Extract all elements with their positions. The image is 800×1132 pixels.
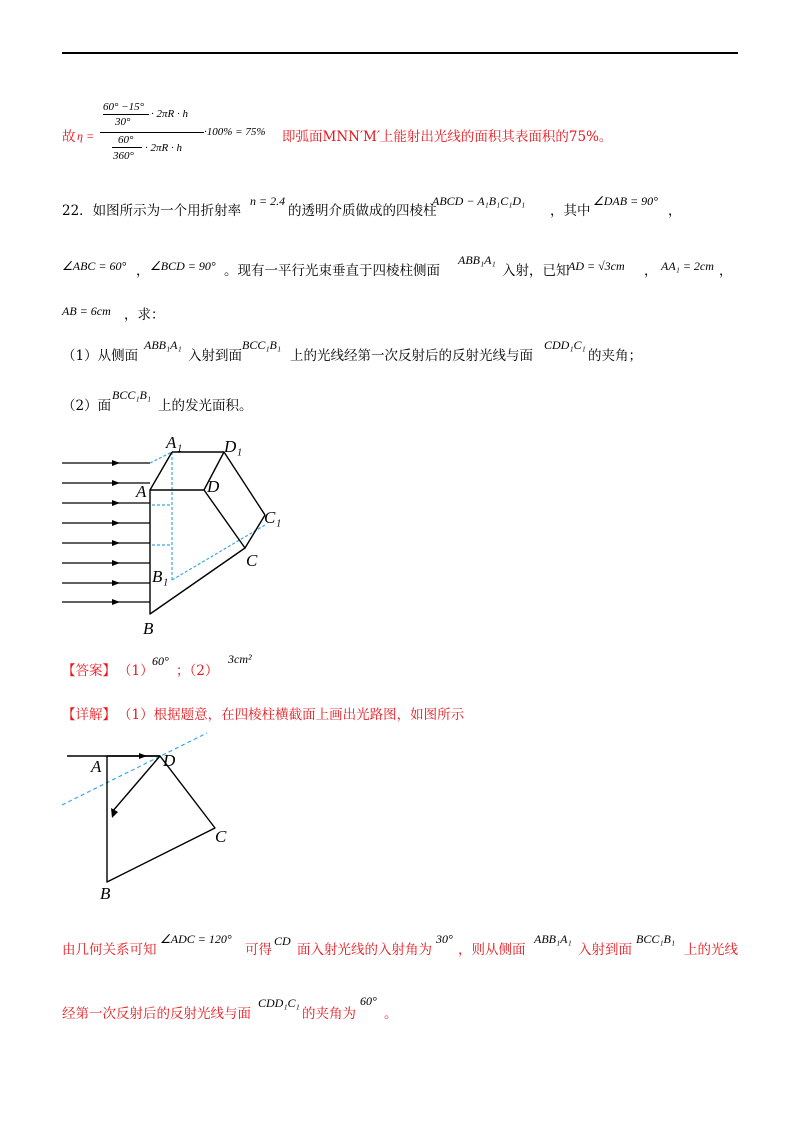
concl-60deg: 60° (360, 994, 377, 1008)
concl-face2: BCC₁B₁ (636, 932, 676, 946)
answer-value2: 3cm² (228, 652, 252, 666)
fig2-label-c: C (215, 827, 227, 846)
denominator-inner-bar (112, 147, 142, 148)
explain-text: （1）根据题意，在四棱柱横截面上画出光路图，如图所示 (118, 707, 465, 723)
main-fraction-bar (100, 132, 204, 133)
q22-comma: ， (668, 203, 682, 219)
denominator-bottom: 360° (113, 150, 134, 162)
numerator-inner-bar (103, 114, 149, 115)
concl-f: 上的光线 (684, 942, 738, 958)
q22-comma2: ， (136, 263, 150, 279)
q22-ab: AB = 6cm (62, 304, 111, 318)
q22-ad: AD = √3cm (568, 259, 625, 273)
q22-angle-dab: ∠DAB = 90° (593, 194, 658, 208)
answer-separator: ；（2） (176, 663, 219, 679)
q22-sub1-face3: CDD₁C₁ (544, 338, 586, 352)
fig1-label-a1: A₁ (166, 433, 183, 452)
q22-text4: 。现有一平行光束垂直于四棱柱侧面 (224, 263, 440, 279)
fig1-label-d: D (207, 477, 220, 496)
header-rule (62, 52, 738, 54)
answer-value1: 60° (152, 654, 169, 668)
concl-cd: CD (274, 934, 291, 948)
q22-face-abb1a1: ABB₁A₁ (458, 253, 496, 267)
concl-c: 面入射光线的入射角为 (297, 942, 432, 958)
light-path-figure (0, 725, 260, 905)
q22-refractive-index: n = 2.4 (250, 194, 286, 208)
numerator-tail: · 2πR · h (151, 108, 188, 120)
concl-angle-adc: ∠ADC = 120° (160, 932, 232, 946)
q22-sub1-c: 上的光线经第一次反射后的反射光线与面 (290, 348, 533, 364)
denominator-tail: · 2πR · h (145, 142, 182, 154)
q22-sub2-a: （2）面 (62, 398, 112, 414)
q22-text5: 入射，已知 (502, 263, 570, 279)
q22-sub1-face2: BCC₁B₁ (242, 338, 282, 352)
fig2-label-a: A (91, 757, 102, 776)
concl-g: 经第一次反射后的反射光线与面 (62, 1006, 251, 1022)
answer-label: 【答案】 (62, 663, 116, 679)
eta-symbol: η = (77, 129, 95, 143)
fig1-label-c: C (246, 551, 258, 570)
fig1-label-c1: C₁ (264, 508, 282, 527)
q22-angle-bcd: ∠BCD = 90° (150, 259, 216, 273)
formula-result: ·100% = 75% (204, 126, 266, 138)
fig1-label-d1: D₁ (224, 437, 243, 456)
q22-comma4: ， (719, 263, 733, 279)
formula-conclusion: 即弧面MNN′M′上能射出光线的面积其表面积的75%。 (282, 129, 613, 145)
q22-sub1-b: 入射到面 (188, 348, 242, 364)
concl-b: 可得 (245, 942, 272, 958)
numerator-top: 60° −15° (103, 101, 144, 113)
fig1-label-b1: B₁ (152, 567, 169, 586)
concl-e: 入射到面 (578, 942, 632, 958)
numerator-bottom: 30° (115, 116, 131, 128)
concl-face1: ABB₁A₁ (534, 932, 572, 946)
concl-30deg: 30° (436, 932, 453, 946)
q22-intro: 22．如图所示为一个用折射率 (62, 203, 242, 219)
fig1-label-a: A (136, 482, 147, 501)
explain-label: 【详解】 (62, 707, 116, 723)
q22-angle-abc: ∠ABC = 60° (62, 259, 127, 273)
concl-face3: CDD₁C₁ (258, 996, 300, 1010)
q22-text2: 的透明介质做成的四棱柱 (288, 203, 437, 219)
q22-sub2-b: 上的发光面积。 (158, 398, 253, 414)
q22-sub1-d: 的夹角； (588, 348, 642, 364)
concl-end: 。 (384, 1006, 398, 1022)
formula-prefix: 故 (62, 129, 76, 145)
q22-comma3: ， (644, 263, 658, 279)
q22-sub1-face1: ABB₁A₁ (144, 338, 182, 352)
q22-text3: ，其中 (550, 203, 591, 219)
q22-sub2-face: BCC₁B₁ (112, 388, 152, 402)
q22-aa1: AA₁ = 2cm (661, 259, 714, 273)
concl-a: 由几何关系可知 (62, 942, 157, 958)
q22-text6: ，求： (124, 307, 165, 323)
q22-sub1-a: （1）从侧面 (62, 348, 139, 364)
answer-part1: （1） (118, 663, 154, 679)
fig2-label-d: D (163, 751, 176, 770)
denominator-top: 60° (118, 134, 134, 146)
prism-figure (0, 430, 320, 645)
fig2-label-b: B (100, 884, 111, 903)
q22-prism: ABCD − A₁B₁C₁D₁ (432, 194, 526, 208)
concl-h: 的夹角为 (302, 1006, 356, 1022)
concl-d: ，则从侧面 (458, 942, 526, 958)
fig1-label-b: B (143, 619, 154, 638)
